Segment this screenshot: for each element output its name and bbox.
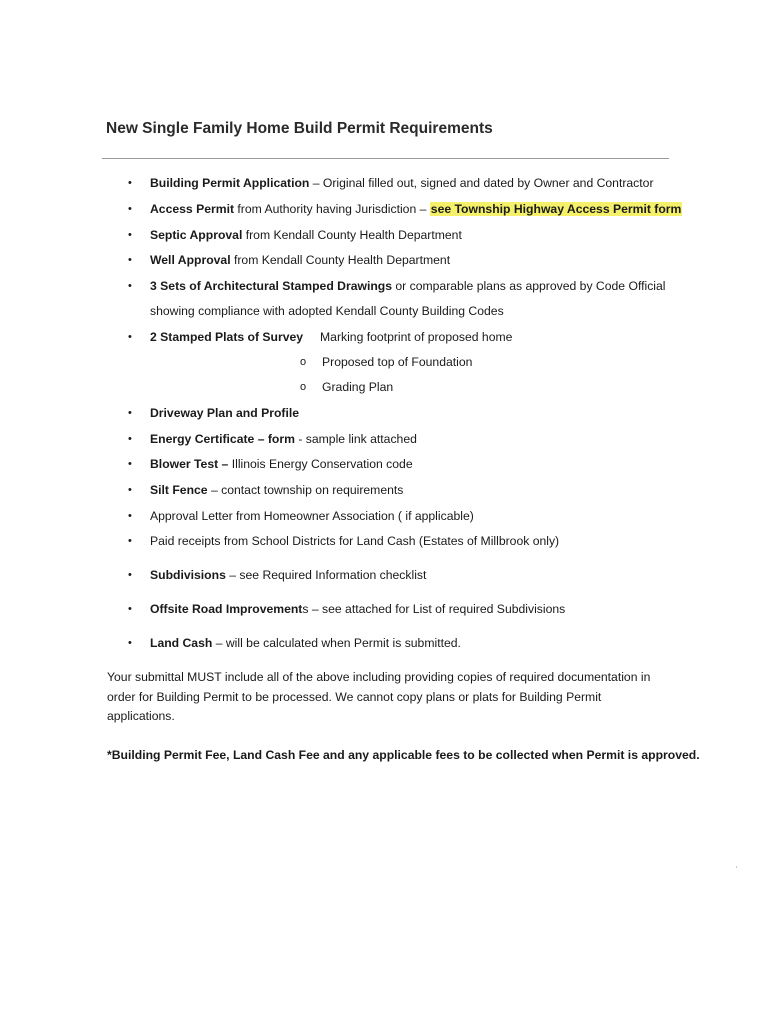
item-text: from Kendall County Health Department: [230, 253, 451, 267]
item-text: from Authority having Jurisdiction –: [234, 202, 430, 216]
item-text: s – see attached for List of required Subdivisions: [302, 602, 566, 616]
list-item: [128, 533, 560, 549]
item-bold-label: Offsite Road Improvement: [150, 602, 303, 616]
item-bold-label: 3 Sets of Architectural Stamped Drawings: [150, 279, 393, 293]
item-bold-label: Subdivisions: [150, 568, 226, 582]
list-item: [128, 567, 427, 583]
item-text: – will be calculated when Permit is submitted.: [212, 636, 461, 650]
submittal-paragraph: Your submittal MUST include all of the above including providing copies of required documentation in order for Building Permit to be processed. We cannot copy plans or plats for Building Permit applications.: [107, 670, 651, 723]
item-bold-label: Access Permit: [150, 202, 235, 216]
bullet-icon: •: [128, 569, 132, 581]
bullet-icon: •: [128, 280, 132, 292]
bullet-icon: •: [128, 229, 132, 241]
circle-bullet-icon: o: [300, 356, 307, 368]
list-item: [128, 201, 682, 217]
fee-note: *Building Permit Fee, Land Cash Fee and any applicable fees to be collected when Permit is approved.: [107, 748, 700, 762]
sub-item-text: Proposed top of Foundation: [322, 355, 473, 369]
list-item: [128, 252, 451, 268]
item-bold-label: Building Permit Application: [150, 176, 310, 190]
bullet-icon: •: [128, 254, 132, 266]
list-item: [128, 175, 654, 191]
item-text: – Original filled out, signed and dated by Owner and Contractor: [309, 176, 654, 190]
item-text: from Kendall County Health Department: [242, 228, 462, 242]
bullet-icon: •: [128, 458, 132, 470]
highlighted-link-text: see Township Highway Access Permit form: [430, 202, 682, 216]
item-text: Paid receipts from School Districts for Land Cash (Estates of Millbrook only): [150, 534, 560, 548]
bullet-icon: •: [128, 407, 132, 419]
item-bold-label: Driveway Plan and Profile: [150, 406, 300, 420]
item-bold-label: Blower Test –: [150, 457, 229, 471]
sub-list-item: [300, 379, 394, 395]
item-bold-label: Well Approval: [150, 253, 231, 267]
sub-list-item: [300, 354, 473, 370]
list-item: [128, 431, 417, 447]
item-bold-label: 2 Stamped Plats of Survey: [150, 330, 304, 344]
scan-speck: [736, 866, 737, 868]
list-item: [128, 601, 566, 617]
item-bold-label: Energy Certificate – form: [150, 432, 295, 446]
list-item: [128, 508, 474, 524]
page-title: New Single Family Home Build Permit Requirements: [106, 120, 493, 137]
list-item: [128, 329, 513, 345]
item-text: Illinois Energy Conservation code: [228, 457, 413, 471]
item-text: Approval Letter from Homeowner Association ( if applicable): [150, 509, 474, 523]
list-item-continuation: [150, 303, 504, 319]
bullet-icon: •: [128, 484, 132, 496]
sub-item-text: Grading Plan: [322, 380, 394, 394]
item-text: showing compliance with adopted Kendall County Building Codes: [150, 304, 504, 318]
item-text: or comparable plans as approved by Code Official: [392, 279, 666, 293]
bullet-icon: •: [128, 177, 132, 189]
list-item: [128, 405, 300, 421]
list-item: [128, 227, 462, 243]
bullet-icon: •: [128, 637, 132, 649]
circle-bullet-icon: o: [300, 381, 307, 393]
bullet-icon: •: [128, 433, 132, 445]
bullet-icon: •: [128, 203, 132, 215]
item-text: – see Required Information checklist: [225, 568, 427, 582]
bullet-icon: •: [128, 603, 132, 615]
item-bold-label: Septic Approval: [150, 228, 243, 242]
bullet-icon: •: [128, 510, 132, 522]
bullet-icon: •: [128, 535, 132, 547]
list-item: [128, 456, 413, 472]
item-text: - sample link attached: [294, 432, 417, 446]
item-bold-label: Silt Fence: [150, 483, 208, 497]
item-text: Marking footprint of proposed home: [303, 330, 513, 344]
item-bold-label: Land Cash: [150, 636, 213, 650]
list-item: [128, 635, 461, 651]
list-item: [128, 482, 404, 498]
bullet-icon: •: [128, 331, 132, 343]
list-item: [128, 278, 666, 294]
item-text: – contact township on requirements: [207, 483, 404, 497]
title-divider: [102, 158, 669, 159]
